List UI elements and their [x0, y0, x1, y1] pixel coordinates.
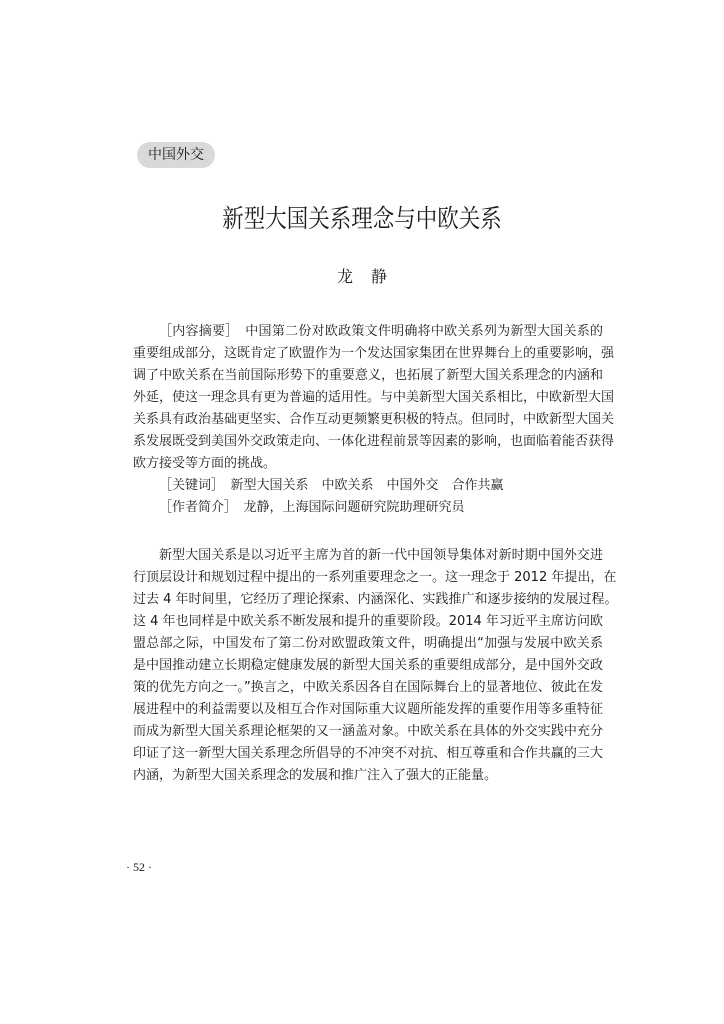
page-number: · 52 · [126, 860, 152, 874]
abstract-line: 关系具有政治基础更坚实、合作互动更频繁更积极的特点。但同时，中欧新型大国关 [133, 412, 615, 427]
body-line: 而成为新型大国关系理论框架的又一涵盖对象。中欧关系在具体的外交实践中充分 [133, 724, 603, 739]
author-name: 龙静 [336, 267, 405, 286]
abstract-line: 重要组成部分，这既肯定了欧盟作为一个发达国家集团在世界舞台上的重要影响，强 [133, 346, 615, 361]
abstract-line: 系发展既受到美国外交政策走向、一体化进程前景等因素的影响，也面临着能否获得 [133, 434, 615, 449]
body-line: 过去 4 年时间里，它经历了理论探索、内涵深化、实践推广和逐步接纳的发展过程。 [133, 592, 618, 607]
body-line: 是中国推动建立长期稳定健康发展的新型大国关系的重要组成部分，是中国外交政 [133, 658, 603, 673]
keywords: ［关键词］ 新型大国关系 中欧关系 中国外交 合作共赢 [159, 478, 504, 493]
body-line: 展进程中的利益需要以及相互合作对国际重大议题所能发挥的重要作用等多重特征 [133, 702, 603, 717]
abstract-line: 外延，使这一理念具有更为普遍的适用性。与中美新型大国关系相比，中欧新型大国 [133, 390, 615, 405]
body-line: 新型大国关系是以习近平主席为首的新一代中国领导集体对新时期中国外交进 [159, 548, 603, 563]
body-line: 策的优先方向之一。”换言之，中欧关系因各自在国际舞台上的显著地位、彼此在发 [133, 680, 603, 695]
article-title: 新型大国关系理念与中欧关系 [222, 204, 502, 233]
body-line: 盟总部之际，中国发布了第二份对欧盟政策文件，明确提出“加强与发展中欧关系 [133, 636, 603, 651]
body-line: 行顶层设计和规划过程中提出的一系列重要理念之一。这一理念于 2012 年提出，在 [133, 570, 617, 585]
abstract-line: ［内容摘要］ 中国第二份对欧政策文件明确将中欧关系列为新型大国关系的 [159, 324, 603, 339]
body-line: 内涵，为新型大国关系理念的发展和推广注入了强大的正能量。 [133, 768, 498, 783]
abstract-line: 欧方接受等方面的挑战。 [133, 456, 277, 471]
body-paragraph [133, 545, 618, 787]
author-intro: ［作者简介］ 龙静，上海国际问题研究院助理研究员 [159, 500, 465, 515]
body-line: 这 4 年也同样是中欧关系不断发展和提升的重要阶段。2014 年习近平主席访问欧 [133, 614, 603, 629]
body-line: 印证了这一新型大国关系理念所倡导的不冲突不对抗、相互尊重和合作共赢的三大 [133, 746, 603, 761]
section-tag: 中国外交 [137, 142, 215, 168]
abstract-line: 调了中欧关系在当前国际形势下的重要意义，也拓展了新型大国关系理念的内涵和 [133, 368, 603, 383]
abstract [133, 321, 615, 519]
